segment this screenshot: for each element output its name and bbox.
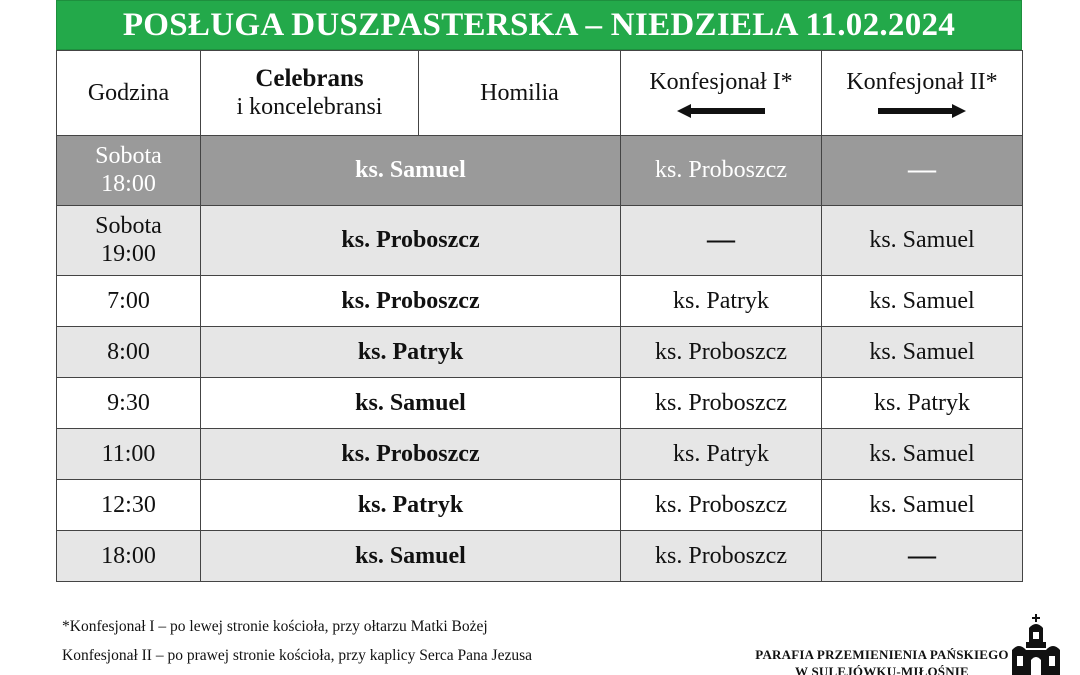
confessional-2-cell: ks. Samuel [822, 327, 1023, 378]
celebrant-cell: ks. Proboszcz [201, 276, 621, 327]
confessional-1-cell: ks. Proboszcz [621, 531, 822, 582]
confessional-1-cell: — [621, 206, 822, 276]
header-homily: Homilia [419, 51, 621, 136]
table-row [57, 206, 1023, 276]
schedule-sheet [56, 0, 1022, 582]
confessional-1-cell: ks. Proboszcz [621, 480, 822, 531]
table-row [57, 531, 1023, 582]
parish-name-line-1: PARAFIA PRZEMIENIENIA PAŃSKIEGO [755, 647, 1009, 662]
celebrant-cell: ks. Samuel [201, 136, 621, 206]
time-cell: 18:00 [57, 531, 201, 582]
confessional-2-cell: ks. Samuel [822, 429, 1023, 480]
header-confessional-1-label: Konfesjonał I* [649, 68, 793, 95]
header-confessional-2 [822, 51, 1023, 136]
time-cell [57, 136, 201, 206]
time-label: 19:00 [101, 240, 156, 267]
header-celebrant [201, 51, 419, 136]
time-cell: 12:30 [57, 480, 201, 531]
header-confessional-2-label: Konfesjonał II* [846, 68, 998, 95]
table-row [57, 136, 1023, 206]
celebrant-cell: ks. Patryk [201, 480, 621, 531]
schedule-table [56, 50, 1023, 582]
day-label: Sobota [95, 142, 162, 169]
header-celebrant-sub: i koncelebransi [236, 93, 383, 120]
confessional-2-cell: ks. Samuel [822, 480, 1023, 531]
church-icon [1010, 614, 1062, 675]
confessional-1-cell: ks. Patryk [621, 429, 822, 480]
time-cell: 8:00 [57, 327, 201, 378]
time-label: 18:00 [101, 170, 156, 197]
time-cell [57, 206, 201, 276]
confessional-2-cell: — [822, 136, 1023, 206]
time-cell: 11:00 [57, 429, 201, 480]
confessional-1-cell: ks. Proboszcz [621, 327, 822, 378]
time-cell: 7:00 [57, 276, 201, 327]
time-cell: 9:30 [57, 378, 201, 429]
header-row [57, 51, 1023, 136]
page-title: POSŁUGA DUSZPASTERSKA – NIEDZIELA 11.02.2024 [56, 0, 1022, 50]
header-confessional-1 [621, 51, 822, 136]
day-label: Sobota [95, 212, 162, 239]
table-row [57, 480, 1023, 531]
confessional-2-cell: — [822, 531, 1023, 582]
confessional-2-cell: ks. Patryk [822, 378, 1023, 429]
celebrant-cell: ks. Samuel [201, 378, 621, 429]
footnote-confessional-2: Konfesjonał II – po prawej stronie kościoła, przy kaplicy Serca Pana Jezusa [62, 647, 533, 664]
right-arrow-icon [878, 104, 966, 118]
celebrant-cell: ks. Proboszcz [201, 206, 621, 276]
confessional-1-cell: ks. Proboszcz [621, 136, 822, 206]
confessional-2-cell: ks. Samuel [822, 206, 1023, 276]
table-row [57, 378, 1023, 429]
confessional-1-cell: ks. Proboszcz [621, 378, 822, 429]
left-arrow-icon [677, 104, 765, 118]
celebrant-cell: ks. Samuel [201, 531, 621, 582]
confessional-1-cell: ks. Patryk [621, 276, 822, 327]
table-row [57, 327, 1023, 378]
celebrant-cell: ks. Proboszcz [201, 429, 621, 480]
table-row [57, 429, 1023, 480]
footnotes [62, 612, 532, 670]
parish-name-line-2: W SULEJÓWKU-MIŁOŚNIE [795, 664, 969, 675]
header-celebrant-title: Celebrans [255, 64, 364, 92]
confessional-2-cell: ks. Samuel [822, 276, 1023, 327]
table-row [57, 276, 1023, 327]
celebrant-cell: ks. Patryk [201, 327, 621, 378]
footnote-confessional-1: *Konfesjonał I – po lewej stronie kościoła, przy ołtarzu Matki Bożej [62, 618, 488, 635]
parish-name [752, 646, 1012, 675]
header-hour: Godzina [57, 51, 201, 136]
